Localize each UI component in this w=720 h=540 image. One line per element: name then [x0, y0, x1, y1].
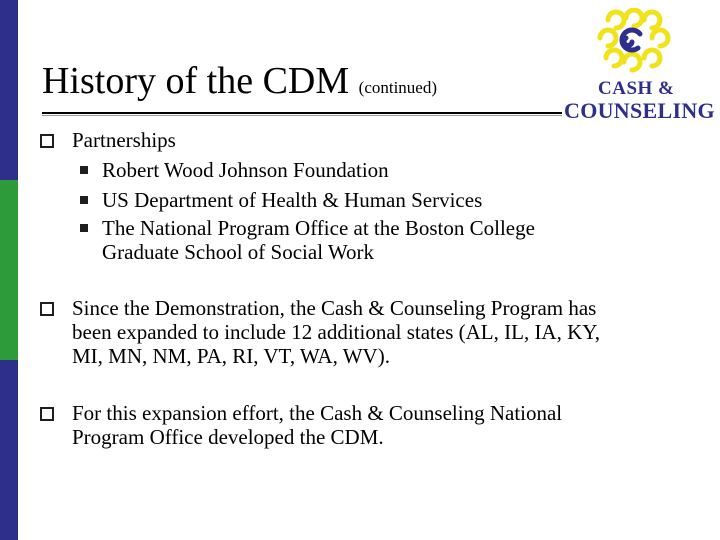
title-underline [42, 112, 562, 114]
logo-text-cash: CASH & [598, 78, 675, 99]
square-bullet-icon [40, 134, 54, 148]
bullet-label: Partnerships [72, 128, 176, 152]
bullet-line: Since the Demonstration, the Cash & Counseling Program has [72, 296, 597, 320]
title-underline-shadow [42, 115, 562, 116]
cash-counseling-logo [560, 8, 715, 123]
filled-square-bullet-icon [80, 196, 88, 204]
square-bullet-icon [40, 407, 54, 421]
filled-square-bullet-icon [80, 166, 88, 174]
swirl-logo-icon [560, 8, 710, 78]
side-bar-bottom [0, 360, 18, 540]
square-bullet-icon [40, 302, 54, 316]
slide-title-main: History of the CDM [42, 60, 350, 102]
side-bar-middle [0, 180, 18, 360]
filled-square-bullet-icon [80, 224, 88, 232]
logo-text-counseling: COUNSELING [564, 98, 715, 123]
slide-title [42, 62, 437, 100]
slide-title-sub: (continued) [358, 78, 438, 97]
side-bar-top [0, 0, 18, 180]
